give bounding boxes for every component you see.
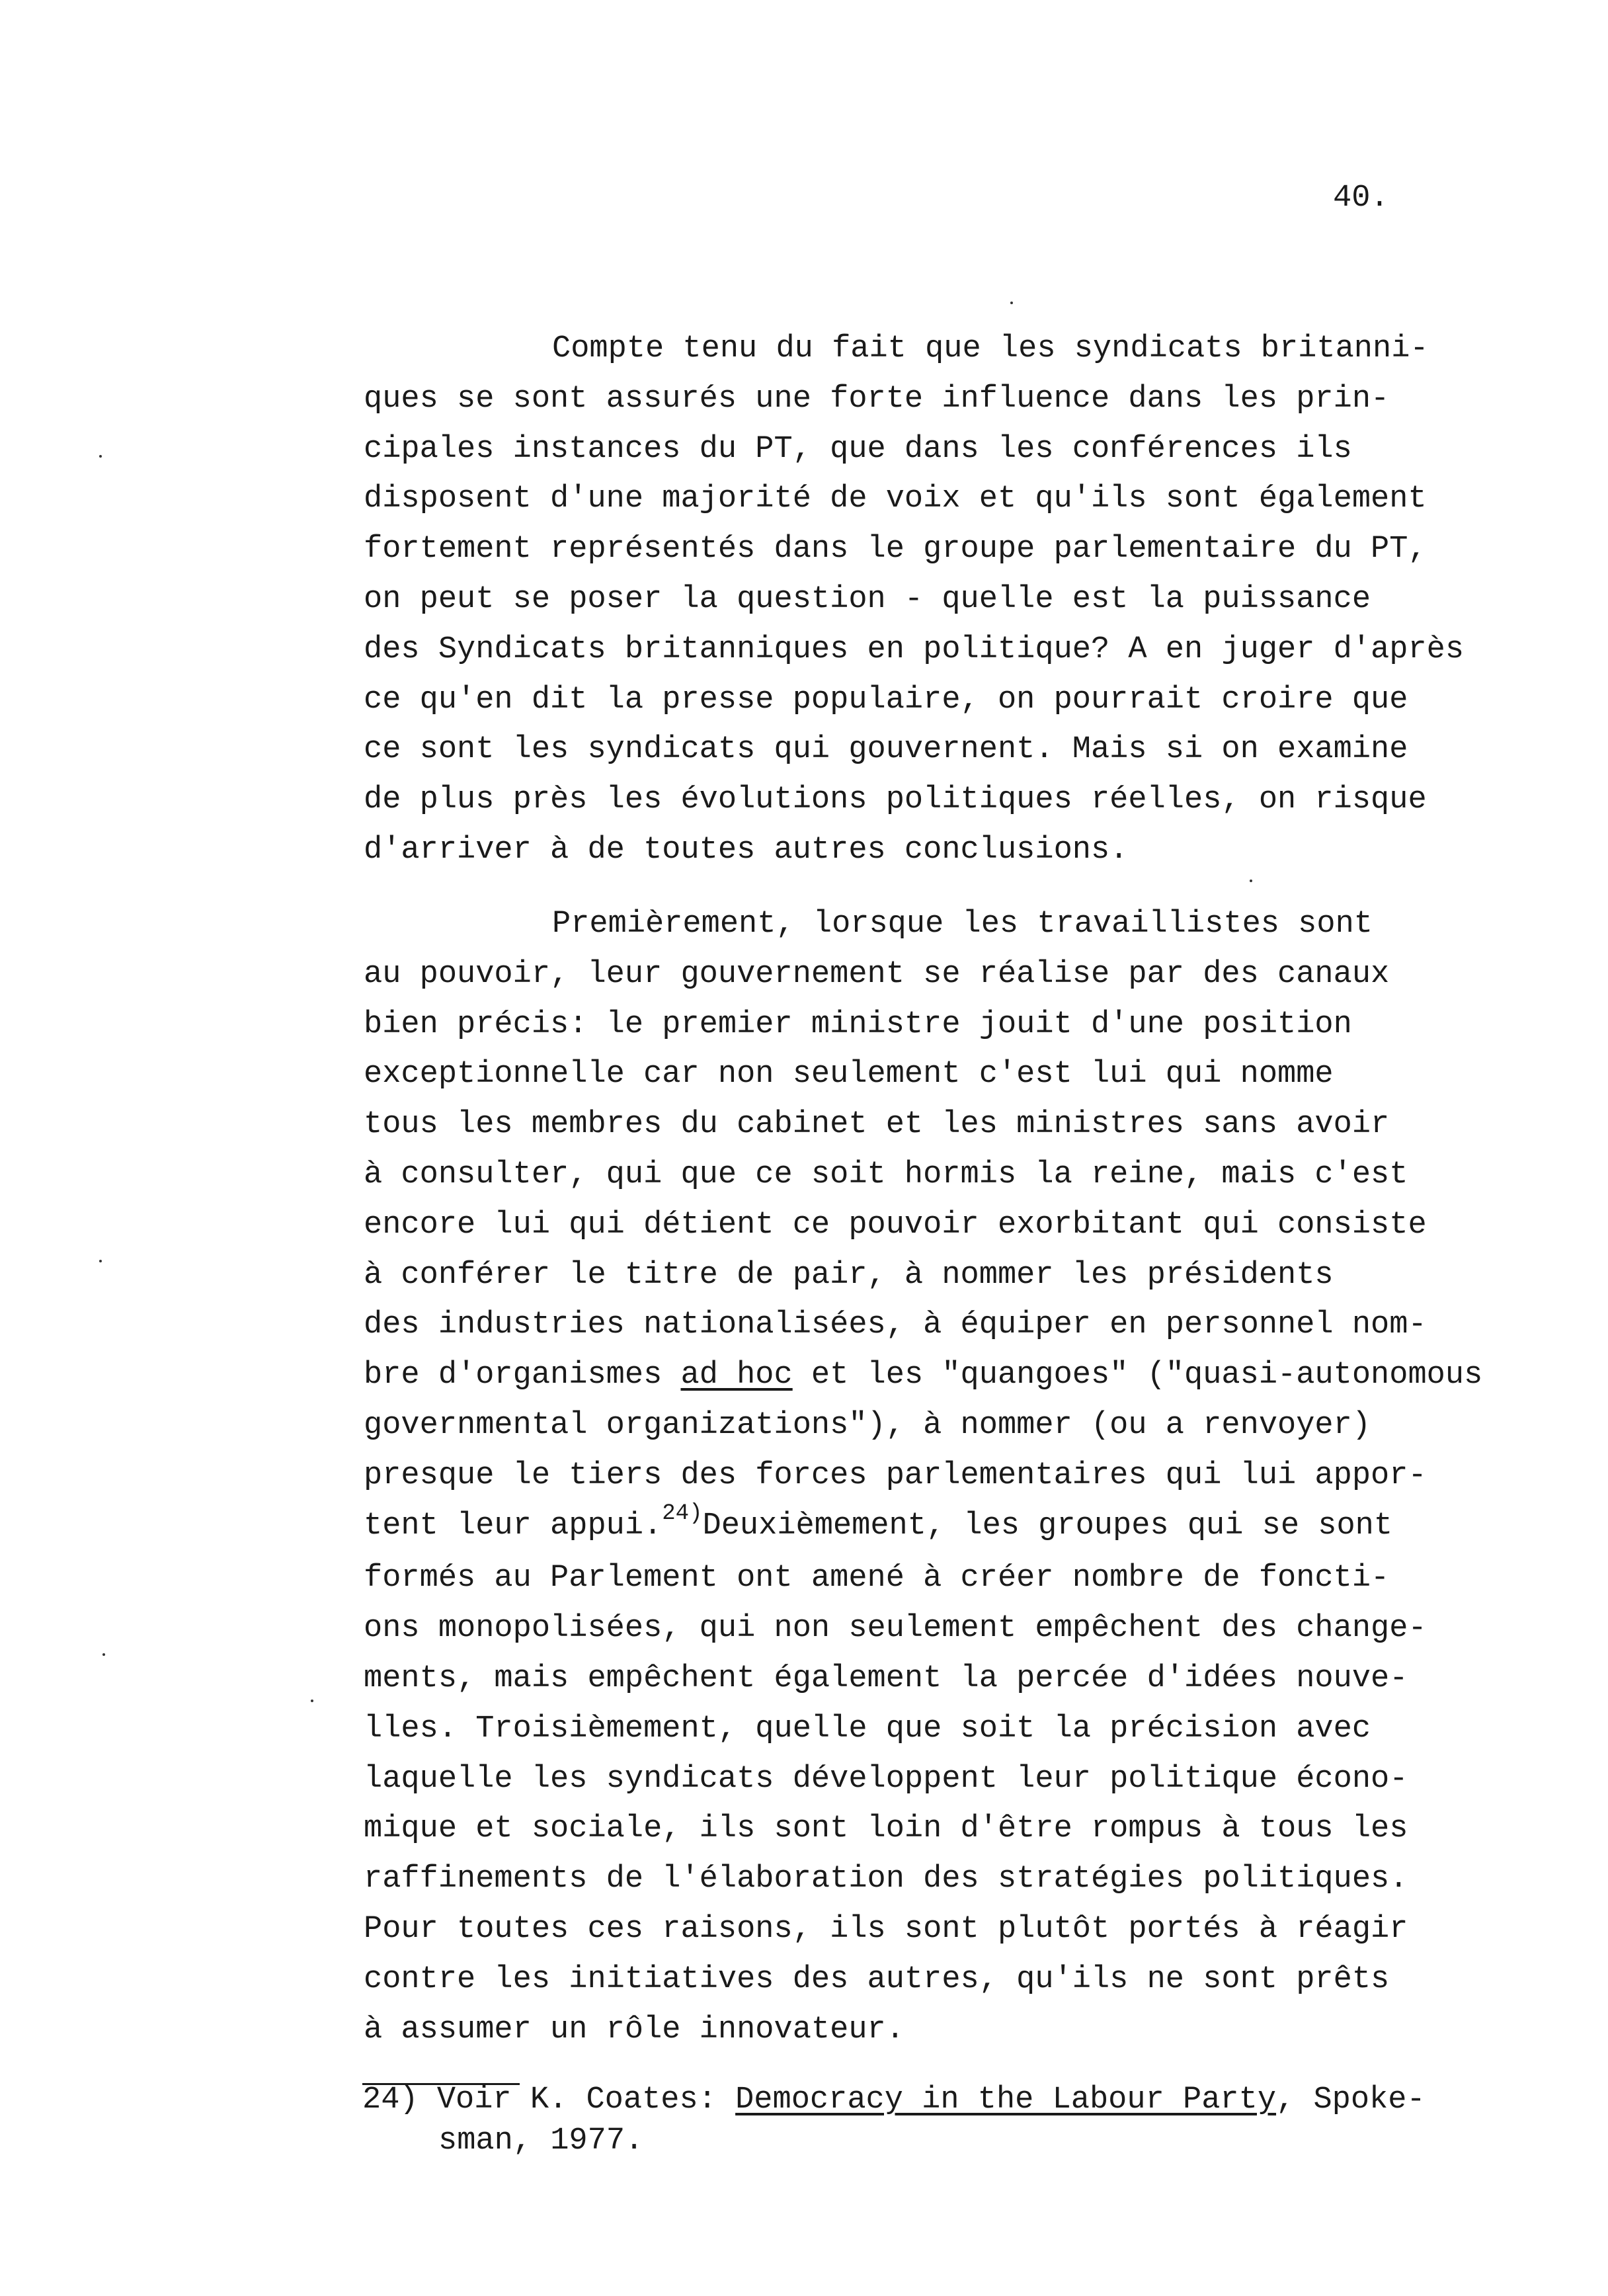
text-line: lles. Troisièmement, quelle que soit la précision avec	[364, 1711, 1371, 1746]
page-number: 40.	[1333, 181, 1389, 216]
text-line: de plus près les évolutions politiques réelles, on risque	[364, 782, 1427, 818]
footnote-line-before: tent leur appui.	[364, 1508, 663, 1543]
text-line: tous les membres du cabinet et les ministres sans avoir	[364, 1107, 1390, 1143]
footnote-prefix: 24) Voir K. Coates:	[362, 2082, 736, 2117]
text-line: à assumer un rôle innovateur.	[364, 2012, 904, 2047]
scan-speck	[1010, 302, 1013, 304]
paragraph-1	[364, 324, 1587, 876]
text-line: governmental organizations"), à nommer (ou a renvoyer)	[364, 1407, 1371, 1443]
text-line: mique et sociale, ils sont loin d'être rompus à tous les	[364, 1811, 1408, 1847]
adhoc-line-after: et les "quangoes" ("quasi-autonomous	[792, 1358, 1483, 1393]
footnote	[362, 2080, 1592, 2162]
text-line: bien précis: le premier ministre jouit d'une position	[364, 1006, 1352, 1042]
text-line: ce sont les syndicats qui gouvernent. Mais si on examine	[364, 732, 1408, 768]
text-line: à conférer le titre de pair, à nommer les présidents	[364, 1257, 1334, 1293]
text-line: laquelle les syndicats développent leur politique écono-	[364, 1761, 1408, 1797]
text-line: ments, mais empêchent également la percée d'idées nouve-	[364, 1660, 1408, 1696]
adhoc-term: ad hoc	[680, 1358, 793, 1393]
text-line: d'arriver à de toutes autres conclusions.	[364, 832, 1129, 868]
text-line: à consulter, qui que ce soit hormis la reine, mais c'est	[364, 1157, 1408, 1192]
text-line: raffinements de l'élaboration des stratégies politiques.	[364, 1862, 1408, 1897]
text-line: ce qu'en dit la presse populaire, on pourrait croire que	[364, 682, 1408, 718]
footnote-reference-line	[364, 1501, 1587, 1554]
text-line: encore lui qui détient ce pouvoir exorbitant qui consiste	[364, 1207, 1427, 1243]
text-line: au pouvoir, leur gouvernement se réalise par des canaux	[364, 956, 1390, 992]
text-line: ons monopolisées, qui non seulement empêchent des change-	[364, 1611, 1427, 1647]
text-line: presque le tiers des forces parlementaires qui lui appor-	[364, 1457, 1427, 1493]
adhoc-line	[364, 1350, 1587, 1401]
footnote-marker[interactable]: 24)	[662, 1500, 703, 1526]
footnote-line-1	[362, 2080, 1592, 2121]
paragraph-2	[364, 899, 1587, 2055]
text-line: on peut se poser la question - quelle est la puissance	[364, 581, 1371, 617]
scan-speck	[99, 1260, 102, 1262]
text-line: contre les initiatives des autres, qu'ils ne sont prêts	[364, 1961, 1390, 1997]
text-line: des Syndicats britanniques en politique? A en juger d'après	[364, 632, 1465, 667]
text-line: Pour toutes ces raisons, ils sont plutôt portés à réagir	[364, 1911, 1408, 1947]
text-line: Premièrement, lorsque les travaillistes sont	[552, 907, 1373, 942]
footnote-line-after: Deuxièmement, les groupes qui se sont	[702, 1508, 1393, 1543]
text-line: Compte tenu du fait que les syndicats britanni-	[552, 331, 1429, 366]
adhoc-line-before: bre d'organismes	[364, 1358, 681, 1393]
scan-speck	[311, 1700, 313, 1702]
text-line: formés au Parlement ont amené à créer nombre de foncti-	[364, 1561, 1390, 1596]
text-line: disposent d'une majorité de voix et qu'ils sont également	[364, 481, 1427, 517]
footnote-book-title: Democracy in the Labour Party	[735, 2082, 1277, 2117]
text-line: fortement représentés dans le groupe parlementaire du PT,	[364, 532, 1427, 567]
text-line: ques se sont assurés une forte influence dans les prin-	[364, 381, 1390, 417]
scan-speck	[1250, 880, 1252, 882]
text-line: cipales instances du PT, que dans les conférences ils	[364, 431, 1352, 467]
footnote-suffix: , Spoke-	[1276, 2082, 1426, 2117]
text-line: des industries nationalisées, à équiper en personnel nom-	[364, 1307, 1427, 1343]
scan-speck	[102, 1653, 105, 1656]
footnote-line-2: sman, 1977.	[438, 2123, 644, 2158]
scan-speck	[99, 455, 102, 458]
text-line: exceptionnelle car non seulement c'est lui qui nomme	[364, 1057, 1334, 1092]
